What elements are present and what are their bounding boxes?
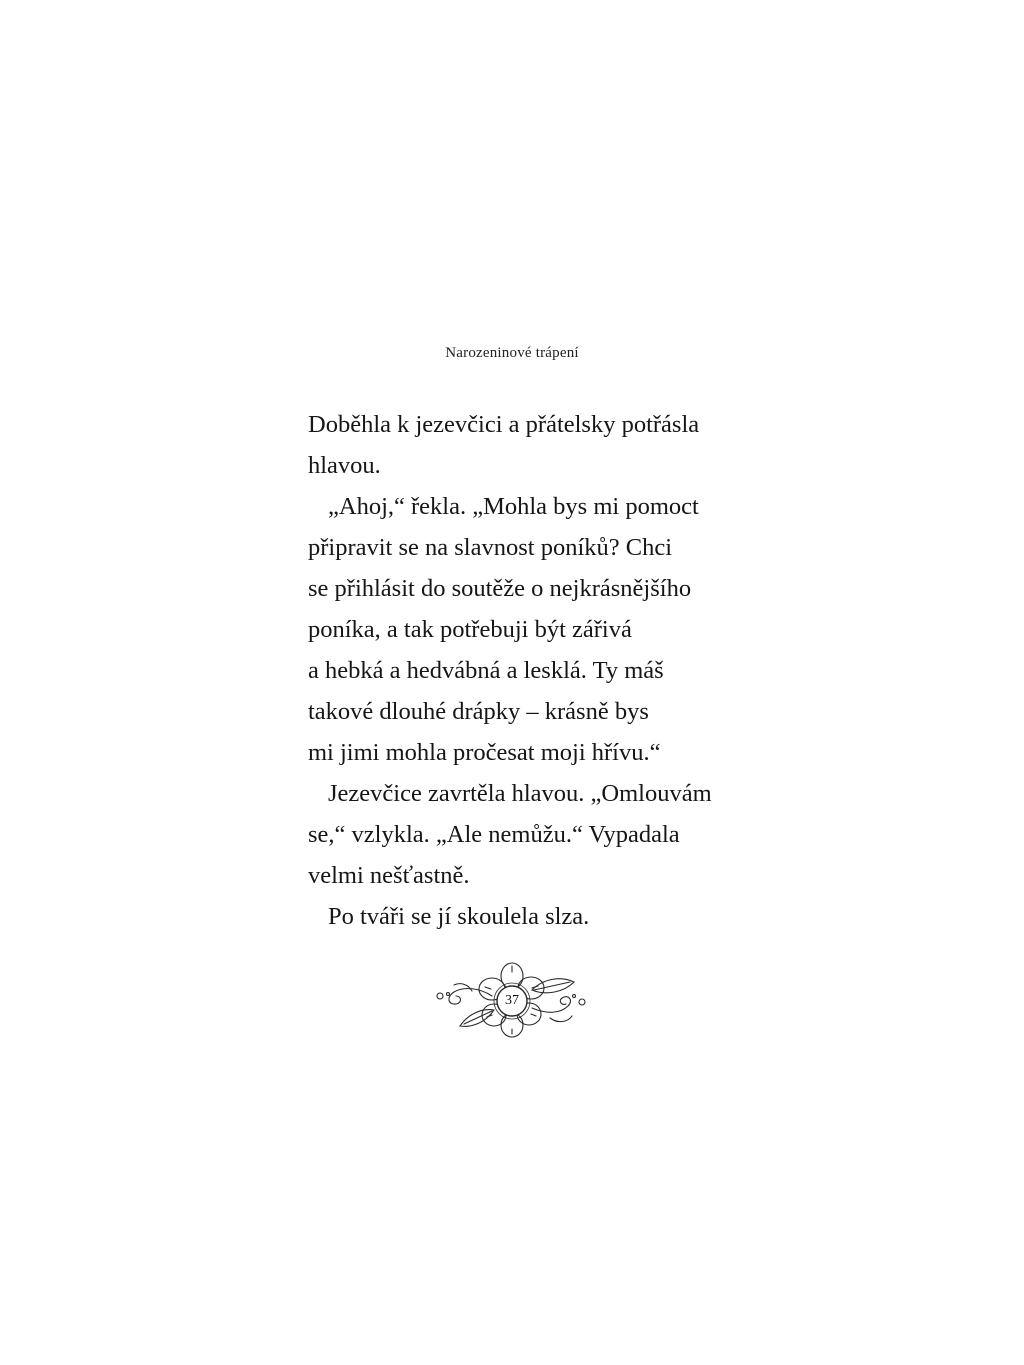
text-line: připravit se na slavnost poníků? Chci bbox=[308, 534, 673, 561]
text-line: velmi nešťastně. bbox=[308, 862, 470, 889]
text-line: „Ahoj,“ řekla. „Mohla bys mi pomoct bbox=[328, 493, 699, 520]
text-line: se,“ vzlykla. „Ale nemůžu.“ Vypadala bbox=[308, 821, 680, 848]
text-line: a hebká a hedvábná a lesklá. Ty máš bbox=[308, 657, 664, 684]
text-line: hlavou. bbox=[308, 452, 381, 479]
running-head: Narozeninové trápení bbox=[445, 345, 579, 361]
text-line: Po tváři se jí skoulela slza. bbox=[328, 903, 590, 930]
text-line: poníka, a tak potřebuji být zářivá bbox=[308, 616, 632, 643]
text-line: se přihlásit do soutěže o nejkrásnějšího bbox=[308, 575, 692, 602]
text-line: takové dlouhé drápky – krásně bys bbox=[308, 698, 649, 725]
text-line: mi jimi mohla pročesat moji hřívu.“ bbox=[308, 739, 661, 766]
text-line: Jezevčice zavrtěla hlavou. „Omlouvám bbox=[328, 780, 712, 807]
body-text bbox=[308, 404, 738, 937]
text-line: Doběhla k jezevčici a přátelsky potřásla bbox=[308, 411, 700, 438]
page-number: 37 bbox=[505, 993, 519, 1008]
